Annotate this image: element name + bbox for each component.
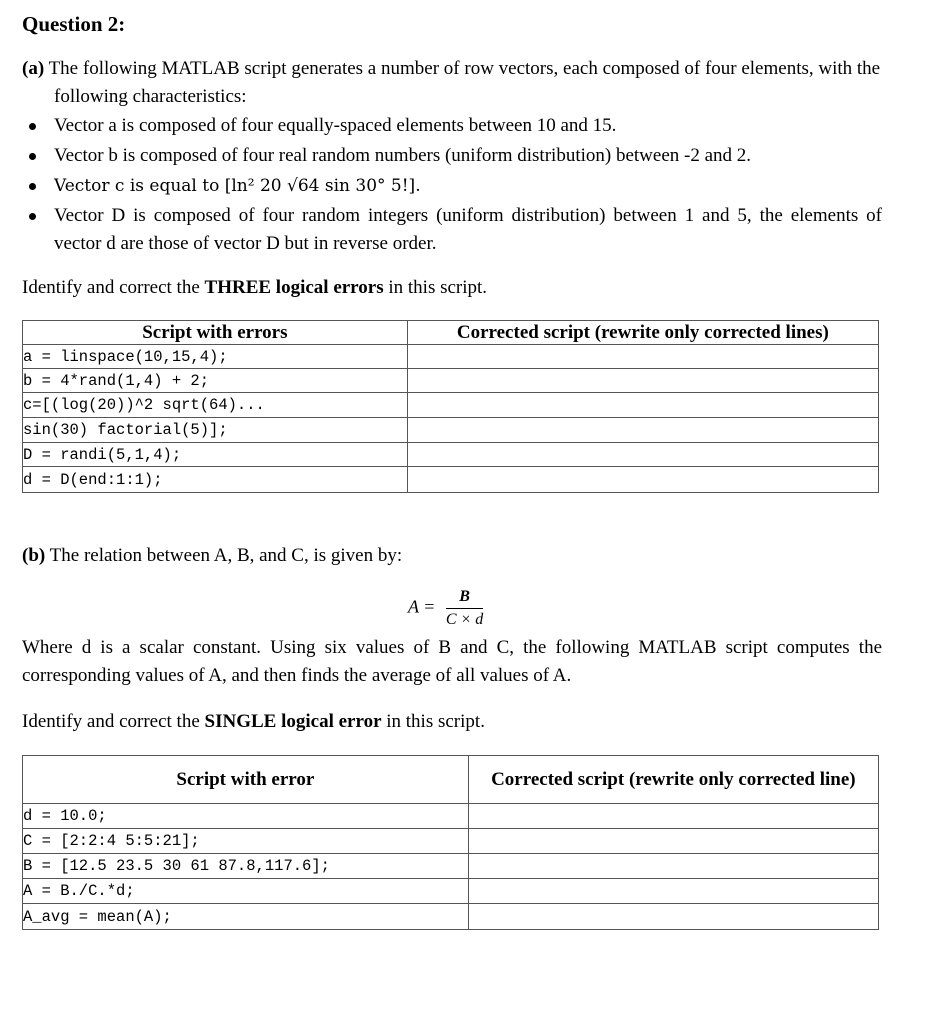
- part-a-instruction: Identify and correct the THREE logical errors in this script.: [22, 277, 488, 298]
- formula-fraction: [446, 588, 483, 629]
- part-b-script-line: C = [2:2:4 5:5:21];: [23, 829, 469, 854]
- part-b-instruction-emphasis: SINGLE logical error: [204, 711, 382, 732]
- part-a-answer-cell[interactable]: [407, 345, 878, 369]
- part-b-answer-cell[interactable]: [468, 829, 878, 854]
- formula-a-equals-b-over-cd: [408, 588, 483, 629]
- part-b-answer-cell[interactable]: [468, 854, 878, 879]
- part-a-answer-cell[interactable]: [407, 369, 878, 393]
- part-a-script-line: b = 4*rand(1,4) + 2;: [23, 369, 408, 393]
- part-a-answer-cell[interactable]: [407, 418, 878, 443]
- formula-denominator: C × d: [445, 611, 484, 628]
- part-b-answer-cell[interactable]: [468, 804, 878, 829]
- part-a-script-line: a = linspace(10,15,4);: [23, 345, 408, 369]
- part-b-label: (b): [22, 545, 46, 566]
- part-a-label: (a): [22, 58, 45, 79]
- bullet-vector-b: Vector b is composed of four real random numbers (uniform distribution) between -2 and 2.: [22, 142, 882, 170]
- question-title: Question 2:: [22, 12, 126, 36]
- bullet-vector-c: Vector c is equal to [ln² 20 √64 sin 30° 5!].: [22, 172, 882, 200]
- part-b-header-right: Corrected script (rewrite only corrected line): [468, 756, 878, 804]
- part-b-script-line: B = [12.5 23.5 30 61 87.8,117.6];: [23, 854, 469, 879]
- part-a-header-left: Script with errors: [23, 321, 408, 345]
- bullet-vector-d: Vector D is composed of four random integers (uniform distribution) between 1 and 5, the elements of vector d are those of vector D but in reverse order.: [22, 202, 882, 258]
- part-a-bullet-list: [22, 112, 882, 260]
- part-a-script-line: c=[(log(20))^2 sqrt(64)...: [23, 393, 408, 418]
- part-a-script-table: [22, 320, 879, 493]
- part-b-answer-cell[interactable]: [468, 879, 878, 904]
- bullet-vector-a: Vector a is composed of four equally-spaced elements between 10 and 15.: [22, 112, 882, 140]
- part-b-header-left: Script with error: [23, 756, 469, 804]
- part-a-header-right: Corrected script (rewrite only corrected lines): [407, 321, 878, 345]
- formula-numerator: B: [446, 588, 483, 609]
- part-a-intro-text: The following MATLAB script generates a number of row vectors, each composed of four elements, with the following characteristics:: [48, 58, 881, 107]
- part-a-answer-cell[interactable]: [407, 467, 878, 493]
- part-b-script-line: d = 10.0;: [23, 804, 469, 829]
- part-b-intro: (b) The relation between A, B, and C, is given by:: [22, 545, 403, 566]
- part-b-answer-cell[interactable]: [468, 904, 878, 930]
- part-b-description: Where d is a scalar constant. Using six values of B and C, the following MATLAB script computes the corresponding values of A, and then finds the average of all values of A.: [22, 637, 882, 686]
- part-a-intro: [22, 55, 914, 111]
- part-a-instruction-emphasis: THREE logical errors: [204, 277, 384, 298]
- part-a-script-line: D = randi(5,1,4);: [23, 443, 408, 467]
- part-a-answer-cell[interactable]: [407, 393, 878, 418]
- part-a-answer-cell[interactable]: [407, 443, 878, 467]
- part-a-script-line: d = D(end:1:1);: [23, 467, 408, 493]
- part-a-script-line: sin(30) factorial(5)];: [23, 418, 408, 443]
- part-b-instruction: Identify and correct the SINGLE logical error in this script.: [22, 711, 485, 732]
- part-b-script-table: [22, 755, 879, 930]
- formula-lhs: A =: [408, 596, 436, 617]
- part-b-script-line: A = B./C.*d;: [23, 879, 469, 904]
- part-b-script-line: A_avg = mean(A);: [23, 904, 469, 930]
